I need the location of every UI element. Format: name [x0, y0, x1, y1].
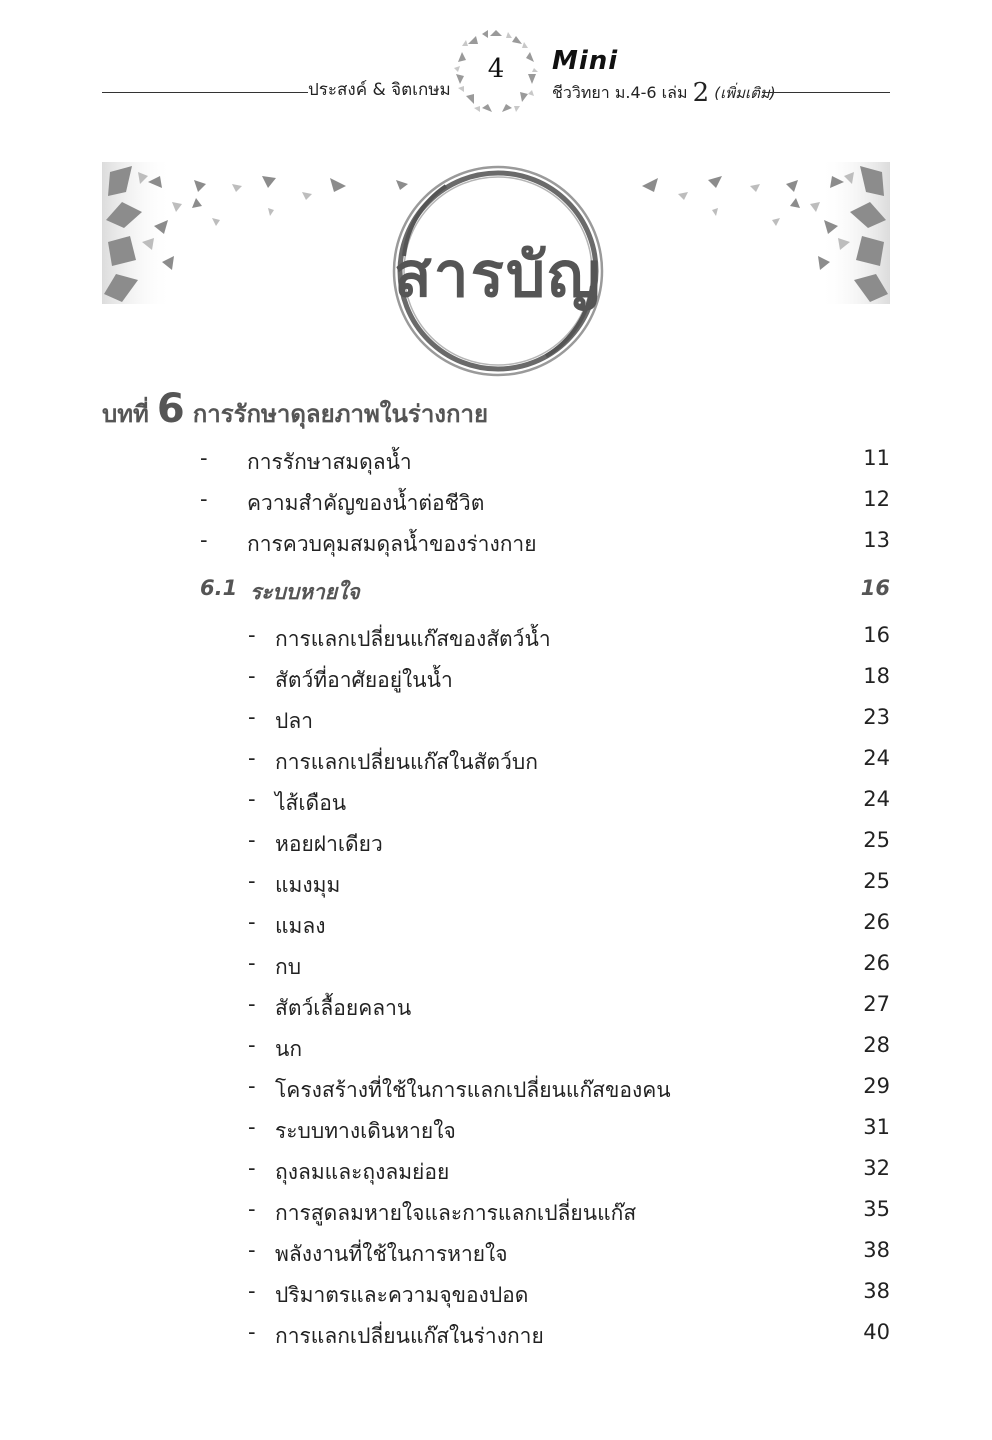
toc-page-number: 40	[863, 1320, 890, 1344]
toc-subentry[interactable]	[0, 951, 992, 981]
toc-dash: -	[248, 1279, 256, 1303]
toc-subentry[interactable]	[0, 1197, 992, 1227]
toc-page-number: 38	[863, 1279, 890, 1303]
toc-subentry-text: นก	[275, 1037, 303, 1061]
toc-subentry[interactable]	[0, 746, 992, 776]
toc-dash: -	[248, 787, 256, 811]
toc-subentry-text: พลังงานที่ใช้ในการหายใจ	[275, 1242, 508, 1266]
toc-page-number: 32	[863, 1156, 890, 1180]
toc-subentry[interactable]	[0, 1238, 992, 1268]
toc-section-entry[interactable]	[0, 576, 992, 606]
toc-subentry[interactable]	[0, 910, 992, 940]
toc-dash: -	[248, 1238, 256, 1262]
toc-page-number: 27	[863, 992, 890, 1016]
section-title: ระบบหายใจ	[250, 580, 360, 604]
toc-subentry[interactable]	[0, 1115, 992, 1145]
header-authors: ประสงค์ & จิตเกษม	[308, 80, 451, 100]
section-page-number: 16	[860, 576, 890, 600]
toc-dash: -	[248, 951, 256, 975]
toc-entry-text: การควบคุมสมดุลน้ำของร่างกาย	[247, 532, 537, 556]
toc-dash: -	[248, 1320, 256, 1344]
toc-subentry[interactable]	[0, 623, 992, 653]
toc-subentry-text: แมลง	[275, 914, 326, 938]
brand-logo: Mini	[552, 46, 619, 76]
toc-subentry-text: โครงสร้างที่ใช้ในการแลกเปลี่ยนแก๊สของคน	[275, 1078, 671, 1102]
toc-page-number: 31	[863, 1115, 890, 1139]
toc-subentry[interactable]	[0, 1033, 992, 1063]
toc-dash: -	[248, 1115, 256, 1139]
toc-subentry[interactable]	[0, 787, 992, 817]
toc-page-number: 11	[863, 446, 890, 470]
toc-dash: -	[200, 487, 208, 511]
toc-page-number: 38	[863, 1238, 890, 1262]
toc-dash: -	[248, 1197, 256, 1221]
toc-dash: -	[248, 1074, 256, 1098]
chapter-prefix: บทที่	[102, 400, 149, 428]
toc-subentry-text: ปริมาตรและความจุของปอด	[275, 1283, 529, 1307]
toc-subentry-text: สัตว์ที่อาศัยอยู่ในน้ำ	[275, 668, 453, 692]
toc-dash: -	[248, 992, 256, 1016]
toc-subentry-text: ถุงลมและถุงลมย่อย	[275, 1160, 450, 1184]
toc-subentry[interactable]	[0, 1156, 992, 1186]
toc-page-number: 29	[863, 1074, 890, 1098]
toc-page-number: 16	[863, 623, 890, 647]
toc-subentry[interactable]	[0, 1320, 992, 1350]
toc-entry-text: การรักษาสมดุลน้ำ	[247, 450, 412, 474]
toc-subentry-text: การแลกเปลี่ยนแก๊สในสัตว์บก	[275, 750, 538, 774]
toc-subentry-text: กบ	[275, 955, 302, 979]
toc-dash: -	[248, 623, 256, 647]
toc-subentry[interactable]	[0, 869, 992, 899]
toc-entry[interactable]	[0, 487, 992, 517]
toc-subentry-text: แมงมุม	[275, 873, 341, 897]
book-title: ชีววิทยา ม.4-6 เล่ม	[552, 83, 688, 102]
toc-page-number: 12	[863, 487, 890, 511]
toc-subentry[interactable]	[0, 1279, 992, 1309]
toc-page-number: 24	[863, 787, 890, 811]
header-rule-left	[102, 92, 308, 93]
toc-subentry-text: ไส้เดือน	[275, 791, 347, 815]
toc-entry[interactable]	[0, 446, 992, 476]
toc-dash: -	[248, 1156, 256, 1180]
toc-subentry-text: หอยฝาเดียว	[275, 832, 383, 856]
toc-subentry[interactable]	[0, 828, 992, 858]
edition-note: (เพิ่มเติม)	[714, 84, 776, 102]
toc-subentry[interactable]	[0, 1074, 992, 1104]
toc-dash: -	[200, 528, 208, 552]
section-number: 6.1	[200, 576, 238, 600]
toc-dash: -	[248, 705, 256, 729]
toc-page-number: 25	[863, 869, 890, 893]
page-number: 4	[487, 54, 505, 84]
toc-dash: -	[200, 446, 208, 470]
toc-page-number: 24	[863, 746, 890, 770]
toc-dash: -	[248, 746, 256, 770]
toc-page-number: 35	[863, 1197, 890, 1221]
toc-page-number: 23	[863, 705, 890, 729]
chapter-number: 6	[156, 386, 185, 432]
toc-dash: -	[248, 1033, 256, 1057]
toc-dash: -	[248, 828, 256, 852]
toc-page-number: 26	[863, 951, 890, 975]
toc-subentry-text: ปลา	[275, 709, 313, 733]
toc-subentry[interactable]	[0, 992, 992, 1022]
toc-subentry-text: สัตว์เลื้อยคลาน	[275, 996, 412, 1020]
toc-page-number: 13	[863, 528, 890, 552]
toc-dash: -	[248, 910, 256, 934]
toc-subentry[interactable]	[0, 664, 992, 694]
toc-dash: -	[248, 664, 256, 688]
toc-page-number: 25	[863, 828, 890, 852]
toc-page-number: 26	[863, 910, 890, 934]
contents-title: สารบัญ	[393, 238, 603, 311]
chapter-title: การรักษาดุลยภาพในร่างกาย	[192, 400, 489, 428]
toc-subentry-text: ระบบทางเดินหายใจ	[275, 1119, 456, 1143]
toc-page-number: 18	[863, 664, 890, 688]
toc-subentry-text: การแลกเปลี่ยนแก๊สของสัตว์น้ำ	[275, 627, 551, 651]
toc-subentry-text: การสูดลมหายใจและการแลกเปลี่ยนแก๊ส	[275, 1201, 637, 1225]
toc-page-number: 28	[863, 1033, 890, 1057]
header-rule-right	[762, 92, 890, 93]
book-title-line	[552, 78, 776, 108]
volume-number: 2	[692, 78, 710, 108]
toc-subentry-text: การแลกเปลี่ยนแก๊สในร่างกาย	[275, 1324, 544, 1348]
toc-entry[interactable]	[0, 528, 992, 558]
chapter-heading	[102, 386, 488, 433]
toc-dash: -	[248, 869, 256, 893]
toc-subentry[interactable]	[0, 705, 992, 735]
toc-entry-text: ความสำคัญของน้ำต่อชีวิต	[247, 491, 485, 515]
